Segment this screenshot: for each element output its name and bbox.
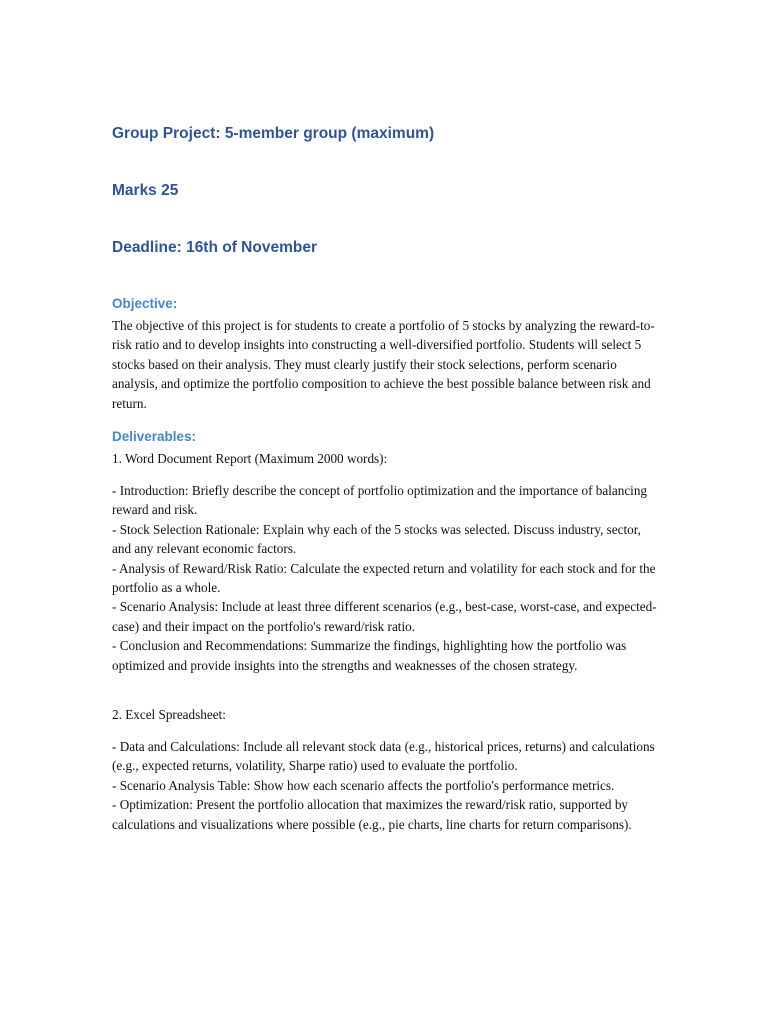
spreadsheet-title: 2. Excel Spreadsheet: [112,707,226,722]
list-item: - Stock Selection Rationale: Explain why each of the 5 stocks was selected. Discuss industry, sector, and any relevant economic factors. [112,521,641,557]
marks-heading: Marks 25 [112,182,179,199]
list-item: - Scenario Analysis: Include at least three different scenarios (e.g., best-case, worst-case, and expected-case) and their impact on the portfolio's reward/risk ratio. [112,599,657,634]
objective-paragraph: The objective of this project is for students to create a portfolio of 5 stocks by analyzing the reward-to-risk ratio and to develop insights into constructing a well-diversified portfolio. Students will select 5 stocks based on their analysis. They must clearly justify their stock selections, perform scenario analysis, and optimize the portfolio composition to achieve the best possible balance between risk and return. [112,318,655,411]
word-report-list [112,481,660,675]
deliverables-heading: Deliverables: [112,429,197,444]
list-item: - Scenario Analysis Table: Show how each scenario affects the portfolio's performance metrics. [112,777,615,793]
list-item: - Optimization: Present the portfolio allocation that maximizes the reward/risk ratio, supported by calculations and visualizations where possible (e.g., pie charts, line charts for return comparisons). [112,797,632,832]
word-report-title: 1. Word Document Report (Maximum 2000 words): [112,451,388,466]
list-item: - Analysis of Reward/Risk Ratio: Calculate the expected return and volatility for each stock and for the portfolio as a whole. [112,560,656,596]
objective-heading: Objective: [112,296,178,311]
document-title: Group Project: 5-member group (maximum) [112,125,435,142]
list-item: - Conclusion and Recommendations: Summarize the findings, highlighting how the portfolio was optimized and provide insights into the strengths and weaknesses of the chosen strategy. [112,638,627,673]
list-item: - Data and Calculations: Include all relevant stock data (e.g., historical prices, returns) and calculations (e.g., expected returns, volatility, Sharpe ratio) used to evaluate the portfolio. [112,739,655,774]
spreadsheet-list [112,737,660,834]
list-item: - Introduction: Briefly describe the concept of portfolio optimization and the importance of balancing reward and risk. [112,483,648,518]
deadline-heading: Deadline: 16th of November [112,239,317,256]
